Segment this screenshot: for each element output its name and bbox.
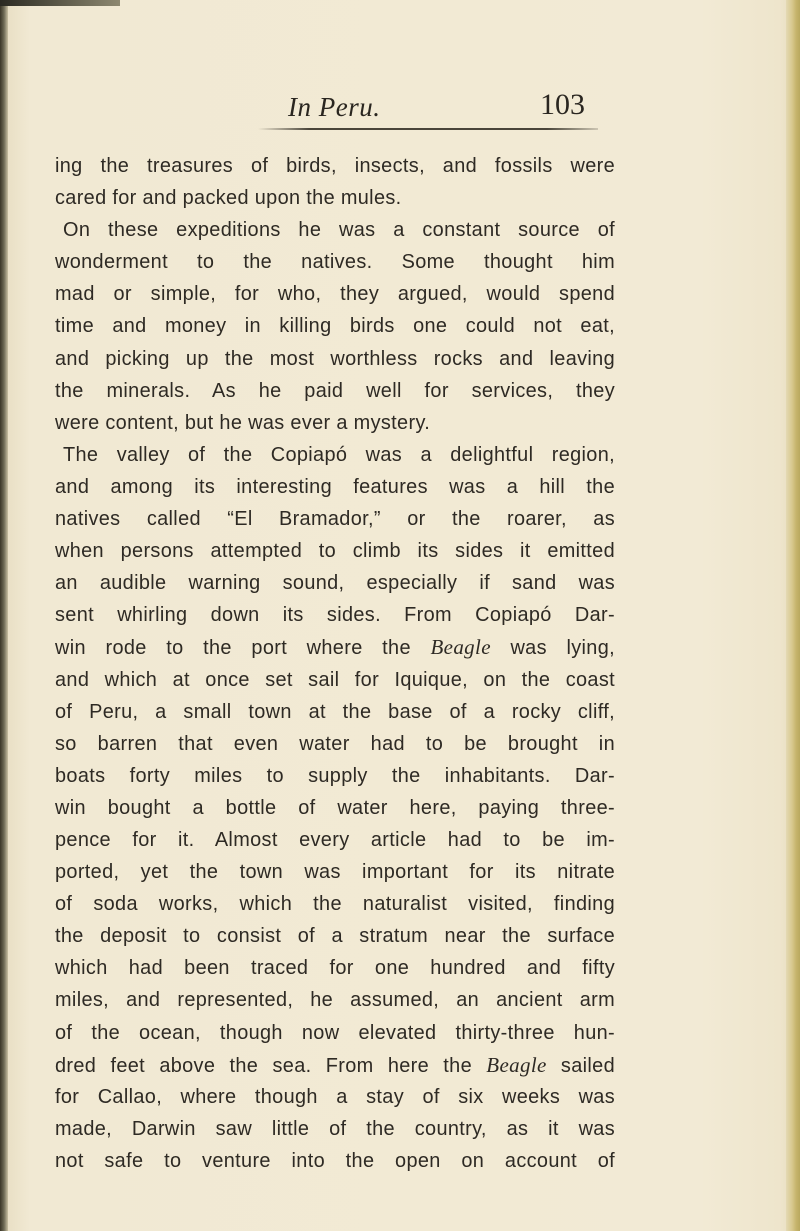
text-line: ing the treasures of birds, insects, and fossils were	[55, 155, 615, 177]
text-segment: was lying,	[490, 637, 615, 660]
ship-name: Beagle	[430, 635, 491, 660]
text-line: which had been traced for one hundred and fifty	[55, 957, 615, 980]
text-line: were content, but he was ever a mystery.	[55, 411, 431, 434]
text-line: The valley of the Copiapó was a delightful region,	[63, 443, 615, 466]
text-line: On these expeditions he was a constant source of	[63, 219, 615, 242]
text-line: made, Darwin saw little of the country, as it was	[55, 1117, 615, 1140]
text-line: pence for it. Almost every article had to be im-	[55, 828, 615, 851]
text-line	[55, 1049, 615, 1081]
text-line: win bought a bottle of water here, paying three-	[55, 796, 615, 819]
page-top-shadow	[0, 0, 120, 6]
text-line: of Peru, a small town at the base of a rocky cliff,	[55, 700, 615, 723]
text-line: of soda works, which the naturalist visited, finding	[55, 893, 615, 916]
text-line: miles, and represented, he assumed, an ancient arm	[55, 989, 615, 1012]
ship-name: Beagle	[486, 1052, 547, 1077]
text-line: the minerals. As he paid well for services, they	[55, 379, 615, 402]
body-text	[55, 150, 615, 1177]
text-line: mad or simple, for who, they argued, would spend	[55, 283, 615, 306]
text-segment: win rode to the port where the	[55, 637, 431, 660]
text-line: wonderment to the natives. Some thought him	[55, 251, 615, 274]
text-line: ported, yet the town was important for its nitrate	[55, 861, 615, 884]
text-line: of the ocean, though now elevated thirty-three hun-	[55, 1021, 615, 1044]
text-line: an audible warning sound, especially if sand was	[55, 572, 615, 595]
text-line: and among its interesting features was a hill the	[55, 475, 615, 498]
text-line: time and money in killing birds one could not eat,	[55, 315, 615, 338]
text-line: not safe to venture into the open on account of	[55, 1149, 615, 1172]
text-segment: dred feet above the sea. From here the	[55, 1054, 487, 1077]
text-line: for Callao, where though a stay of six weeks was	[55, 1085, 615, 1108]
text-line: boats forty miles to supply the inhabitants. Dar-	[55, 764, 615, 787]
text-segment: sailed	[546, 1054, 616, 1077]
page-number: 103	[540, 88, 585, 121]
text-line: the deposit to consist of a stratum near the surface	[55, 925, 615, 948]
text-line: and which at once set sail for Iquique, on the coast	[55, 668, 615, 691]
text-line: sent whirling down its sides. From Copiapó Dar-	[55, 604, 615, 627]
text-line: cared for and packed upon the mules.	[55, 187, 402, 210]
text-line: and picking up the most worthless rocks and leaving	[55, 347, 615, 370]
running-head: In Peru.	[288, 92, 381, 122]
text-line: natives called “El Bramador,” or the roarer, as	[55, 508, 615, 531]
text-line	[55, 631, 615, 663]
header-rule	[258, 128, 598, 130]
text-line: so barren that even water had to be brought in	[55, 732, 615, 755]
text-line: when persons attempted to climb its sides it emitted	[55, 540, 615, 563]
page-fore-edge	[786, 0, 800, 1231]
page-header	[0, 88, 800, 128]
page-binding-edge	[0, 0, 8, 1231]
